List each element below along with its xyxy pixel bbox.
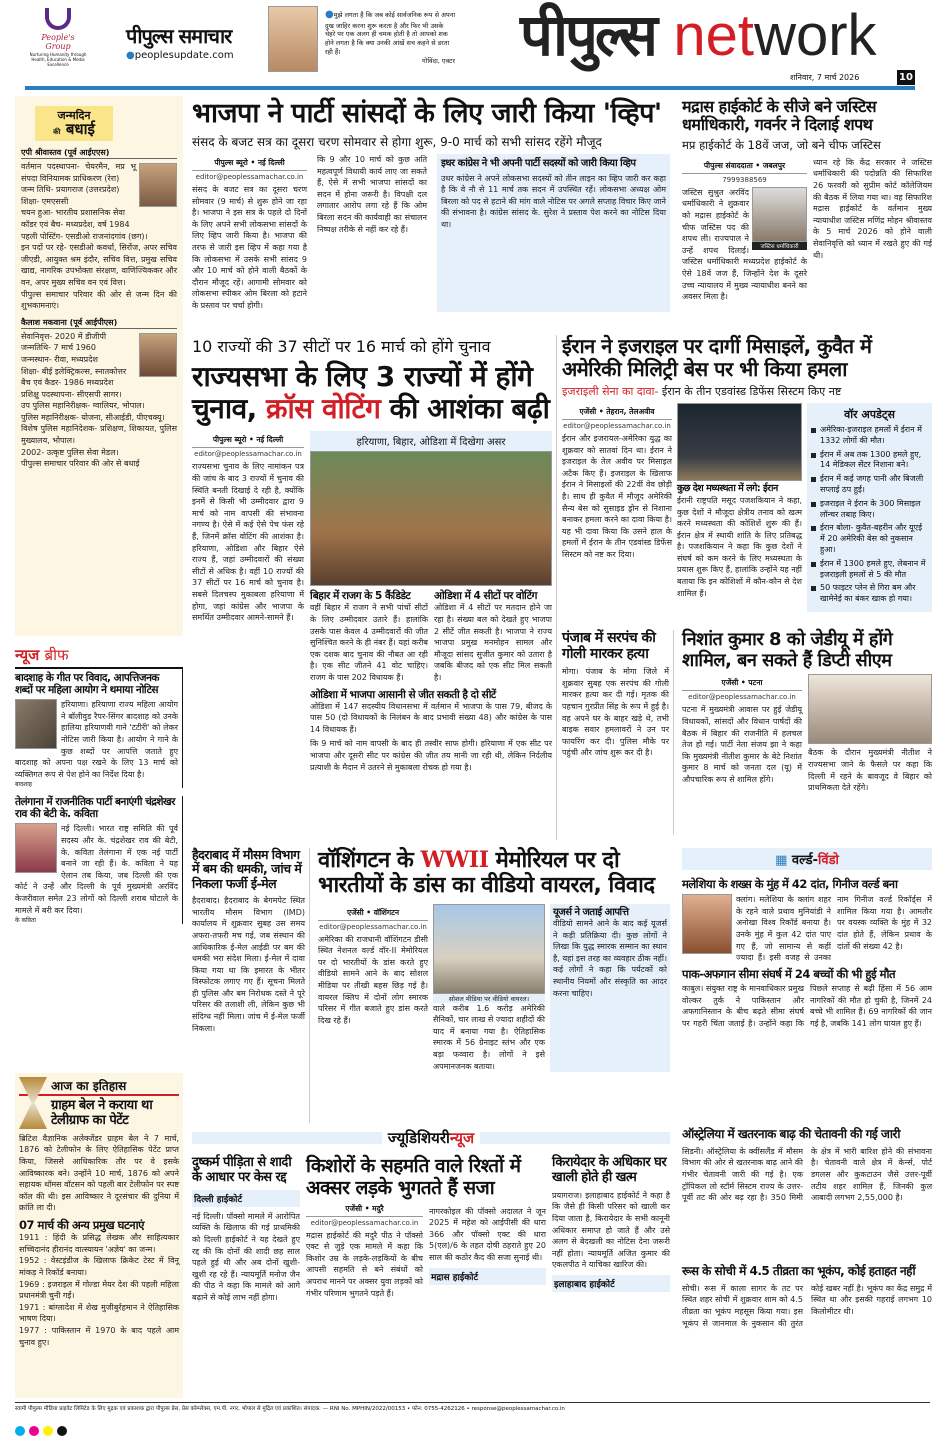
history-body: ब्रिटिश वैज्ञानिक अलेक्जेंडर ग्राहम बेल ने 7 मार्च, 1876 को टेलीफोन के लिए ऐतिहासिक पेटेंट प्राप्त किया, जिससे आधिकारिक तौर पर वे इसके आविष्कारक बने। उन्होंने 10 मार्च, 1876 को अपने सहायक थॉमस वॉटसन को पहली बार टेलीफोन पर स्पष्ट कॉल की थी। इस आविष्कार ने दूरसंचार की दुनिया में क्रांति ला दी। <box>19 1133 179 1213</box>
punjab-headline: पंजाब में सरपंच की गोली मारकर हत्या <box>562 630 656 663</box>
madras-byline: पीपुल्स संवाददाता • जबलपुर <box>682 161 807 174</box>
quote-author-photo <box>268 6 318 72</box>
hyderabad-headline: हैदराबाद में मौसम विभाग में बम की धमकी, जांच में निकला फर्जी ई-मेल <box>192 847 302 891</box>
history-headline: ग्राहम बेल ने कराया था टेलीग्राफ का पेटेंट <box>51 1098 153 1128</box>
judiciary-c-body: प्रयागराज। इलाहाबाद हाईकोर्ट ने कहा है कि जैसे ही किसी परिसर को खाली कर दिया जाता है, किरायेदार के सभी कानूनी अधिकार समाप्त हो जाते हैं और उसे अलग से बेदखली का नोटिस देना जरूरी नहीं होता। न्यायमूर्ति अजित कुमार की एकलपीठ ने याचिका खारिज की। <box>552 1190 670 1270</box>
website-link[interactable] <box>126 50 234 61</box>
world-pak-body: काबुल। संयुक्त राष्ट्र के मानवाधिकार प्रमुख वोल्कर तुर्क ने पाकिस्तान और अफगानिस्तान के बीच बढ़ते सीमा संघर्ष पर गहरी चिंता जताई है। उन्होंने कहा कि पिछले सप्ताह से बढ़ी हिंसा में 56 आम नागरिकों की मौत हो चुकी है, जिनमें 24 बच्चे भी शामिल हैं। 69 नागरिकों की जान गई है, जबकि 141 लोग घायल हुए हैं। <box>682 984 932 1028</box>
masthead-website: peoplesupdate.com <box>134 50 234 61</box>
iran-byline: एजेंसी • तेहरान, तेलअवीव <box>562 407 672 420</box>
hyderabad-story[interactable] <box>192 848 310 1123</box>
judiciary-a-head: दुष्कर्म पीड़िता से शादी के आधार पर केस रद्द <box>192 1155 292 1185</box>
nishant-byline: एजेंसी • पटना <box>682 678 802 691</box>
brief-items-0-caption: बादशाह <box>15 781 32 789</box>
layout-block <box>192 431 552 773</box>
bjp-box-title: इधर कांग्रेस ने भी अपनी पार्टी सदस्यों को जारी किया व्हिप <box>441 158 636 170</box>
birthday-title-top: जन्मदिन <box>57 109 91 122</box>
layout-block <box>43 1426 53 1436</box>
layout-block <box>306 1200 546 1300</box>
rajyasabha-headline-red: क्रॉस वोटिंग <box>266 392 381 426</box>
bjp-sub: संसद के बजट सत्र का दूसरा चरण सोमवार से होगा शुरू, 9-0 मार्च को सभी सांसद रहेंगे मौजूद <box>192 135 602 150</box>
judiciary-a-body: नई दिल्ली। पॉक्सो मामले में आरोपित व्यक्ति के खिलाफ की गई प्राथमिकी को दिल्ली हाईकोर्ट ने यह देखते हुए रद्द की कि दोनों की शादी छह साल पहले हुई थी और अब दोनों खुशी-खुशी रह रहे हैं। न्यायमूर्ति मनोज जैन की पीठ ने कहा कि मामले को आगे बढ़ाने से कोई लाभ नहीं होगा। <box>192 1211 300 1303</box>
washington-byline: एजेंसी • वॉशिंगटन <box>318 908 428 921</box>
layout-block <box>15 645 183 665</box>
brief-items-0-body: हरियाणा। हरियाणा राज्य महिला आयोग ने बॉलीवुड रैपर-सिंगर बादशाह को उनके हालिया हरियाणवी गाने 'टटीरी' को लेकर नोटिस जारी किया है। आयोग ने गाने के कुछ शब्दों पर आपत्ति जताते हुए बादशाह को अपना पक्ष रखने के लिए 13 मार्च को व्यक्तिगत रूप से पेश होने का निर्देश दिया है। <box>15 700 178 779</box>
list-item: 1952 : वेस्टइंडीज के खिलाफ क्रिकेट टेस्ट में विनू मांकड़ ने रिकॉर्ड बनाया। <box>19 1256 179 1278</box>
brief-item[interactable] <box>15 667 183 788</box>
malaysia-story[interactable] <box>682 878 932 964</box>
madras-phone: 7999388569 <box>722 175 767 184</box>
layout-block <box>192 1156 670 1304</box>
layout-block <box>310 590 552 683</box>
list-item: जन्म तिथि- प्रयागराज (उत्तरप्रदेश) <box>21 185 120 195</box>
brief-photo-kavitha <box>15 823 57 873</box>
list-item: कॉडर एवं बैच- मध्यप्रदेश, वर्ष 1984 <box>21 219 130 229</box>
washington-body: अमेरिका की राजधानी वॉशिंगटन डीसी स्थित नेशनल वर्ल्ड वॉर-II मेमोरियल पर दो भारतीयों के डांस करते हुए वीडियो सामने आने के बाद सोशल मीडिया पर तीखी बहस छिड़ गई है। वायरल क्लिप में दोनों लोग स्मारक परिसर में गीत बजाते हुए डांस करते दिख रहे हैं। <box>318 934 428 1025</box>
judiciary-title-b: न्यूज <box>449 1129 475 1147</box>
list-item: जन्मतिथि- 7 मार्च 1960 <box>21 343 96 353</box>
world-title-a: वर्ल्ड- <box>791 853 818 868</box>
justice-photo <box>752 187 807 242</box>
rajyasabha-body: राज्यसभा चुनाव के लिए नामांकन पत्र की जांच के बाद 3 राज्यों में चुनाव की स्थिति बनती दिखाई दे रही है, क्योंकि इनमें से किसी भी उम्मीदवार द्वारा 9 मार्च को नाम वापसी की संभावना नगण्य है। ऐसे में कई ऐसे पेच फंस रहे हैं, जिनमें क्रॉस वोटिंग की आशंका है। हरियाणा, ओडिशा और बिहार ऐसे राज्य हैं, जहां उम्मीदवारों की संख्या सीटों से अधिक है। वहीं 10 राज्यों की 37 सीटों पर 16 मार्च को चुनाव है। सबसे दिलचस्प मुकाबला हरियाणा में होगा, जहां कांग्रेस और भाजपा के समर्थित उम्मीदवार आमने-सामने हैं। <box>192 462 304 623</box>
list-item: सेवानिवृत्त- 2020 में डीजीपी <box>21 331 107 341</box>
washington-headline-red: WWII <box>420 847 489 873</box>
washington-story[interactable] <box>318 848 670 1123</box>
nitish-nishant-photo <box>808 674 932 744</box>
australia-body: सिडनी। ऑस्ट्रेलिया के क्वींसलैंड में मौसम विभाग की ओर से खतरनाक बाढ़ आने की गंभीर चेतावनी जारी की गई है। एक ट्रॉपिकल लो स्टॉर्म सिस्टम राज्य के उत्तर-पूर्वी तट की ओर बढ़ रहा है। 350 मिमी के क्षेत्र में भारी बारिश होने की संभावना है। चेतावनी वाले क्षेत्र में केर्न्स, पोर्ट डगलस और कुकटाउन जैसे उत्तर-पूर्वी तटीय शहर शामिल हैं, जिनकी कुल आबादी लगभग 2,55,000 है। <box>682 1146 932 1203</box>
layout-block <box>310 590 428 683</box>
rajyasabha-odisha-head: ओडिशा में 4 सीटों पर वोटिंग <box>434 590 537 603</box>
washington-box-body: वीडियो सामने आने के बाद कई यूजर्स ने कड़ी प्रतिक्रिया दी। कुछ लोगों ने लिखा कि युद्ध स्मारक सम्मान का स्थान है, यहां इस तरह का व्यवहार ठीक नहीं। कई लोगों ने कहा कि पर्यटकों को स्थानीय नियमों और संस्कृति का आदर करना चाहिए। <box>553 919 667 998</box>
world-title-b: विंडो <box>818 853 839 868</box>
rajyasabha-email: editor@peoplessamachar.co.in <box>194 450 302 459</box>
brief-items-1-caption: के कविता <box>15 917 36 925</box>
list-item: चयन हुआ- भारतीय प्रशासनिक सेवा <box>21 208 125 218</box>
rajyasabha-body2: कि 9 मार्च को नाम वापसी के बाद ही तस्वीर साफ होगी। हरियाणा में एक सीट पर भाजपा और दूसरी सीट पर कांग्रेस की जीत तय मानी जा रही थी, लेकिन निर्दलीय प्रत्याशी के मैदान में उतरने से मुकाबला रोचक हो गया है। <box>310 739 552 772</box>
rajyasabha-odisha-body: ओडिशा में 4 सीटों पर मतदान होने जा रहा है। संख्या बल को देखते हुए भाजपा 2 सीटें जीत सकती है। भाजपा ने राज्य भाजपा प्रमुख मनमोहन सामल और मौजूदा सांसद सुजीत कुमार को उतारा है जबकि बीजद को एक सीट मिल सकती है। <box>434 603 552 682</box>
brief-items-1-headline: तेलंगाना में राजनीतिक पार्टी बनाएंगी चंद्रशेखर राव की बेटी के. कविता <box>15 796 175 821</box>
list-item: 1971 : बांग्लादेश में शेख मुजीबुर्रहमान ने ऐतिहासिक भाषण दिया। <box>19 1302 179 1324</box>
rajyasabha-byline: पीपुल्स ब्यूरो • नई दिल्ली <box>192 435 304 448</box>
madras-caption: जस्टिस धर्माधिकारी <box>752 242 807 250</box>
layout-block <box>562 403 672 612</box>
layout-block <box>192 154 307 312</box>
list-item: ईरान में 1300 हमले हुए, लेबनान में इजराइली हमलों से 5 की मौत <box>811 559 928 581</box>
world-pak-head: पाक-अफगान सीमा संघर्ष में 24 बच्चों की भी हुई मौत <box>682 966 896 981</box>
brief-item[interactable] <box>15 796 183 924</box>
brief-photo-badshah <box>15 699 57 749</box>
rajyasabha-headline-a: राज्यसभा के लिए 3 राज्यों में होंगे चुनाव, <box>192 360 533 426</box>
nishant-story[interactable] <box>682 630 932 835</box>
brief-items-0-headline: बादशाह के गीत पर विवाद, आपत्तिजनक शब्दों पर महिला आयोग ने थमाया नोटिस <box>15 672 159 697</box>
list-item: इन पदों पर रहे- एसडीओ कवर्धा, सिरोंज, अपर सचिव जीएडी, आयुक्त श्रम इंदौर, सचिव वित्त, प्रमुख सचिव खाद्य, नागरिक उपभोक्ता संरक्षण, वाणिज्यिककर और वन, अपर मुख्य सचिव वन एवं वित्त। <box>21 243 177 287</box>
world-malaysia-head: मलेशिया के शख्स के मुंह में 42 दांत, गिनीज वर्ल्ड बना <box>682 877 898 891</box>
imprint-footer <box>15 1402 930 1440</box>
nishant-body: पटना में मुख्यमंत्री आवास पर हुई जेडीयू विधायकों, सांसदों और विधान पार्षदों की बैठक में बिहार की राजनीति में हलचल तेज हो गई। पार्टी नेता संजय झा ने कहा कि मुख्यमंत्री नीतीश कुमार के बेटे निशांत कुमार 8 मार्च को जनता दल (यू) में औपचारिक रूप से शामिल होंगे। <box>682 705 802 784</box>
birthday-title-main: बधाई <box>65 120 95 138</box>
birthday-title <box>35 106 113 141</box>
teeth-man-photo <box>682 894 732 954</box>
layout-block <box>562 384 932 399</box>
layout-block <box>192 1128 670 1148</box>
layout-block <box>752 187 807 250</box>
masthead-quote: मुझे लगता है कि जब कोई सार्वजनिक रूप से अपना दुख जाहिर करना शुरू करता है और फिर भी उसके चेहरे पर एक अलग ही चमक होती है तो आपको शक होने लगता है कि क्या उनकी आंखें सच कहने से डरता रही हैं। <box>325 11 455 56</box>
bjp-body: संसद के बजट सत्र का दूसरा चरण सोमवार (9 मार्च) से शुरू होने जा रहा है। भाजपा ने इस सत्र के पहले दो दिनों के लिए अपने सभी लोकसभा सांसदों के लिए व्हिप जारी किया है। भाजपा की तरफ से जारी इस व्हिप में कहा गया है कि लोकसभा में उसके सभी सांसद 9 और 10 मार्च को होने वाली बैठकों के दौरान मौजूद रहें। आगामी सोमवार को लोकसभा स्पीकर ओम बिरला को हटाने के प्रस्ताव पर चर्चा होगी। <box>192 185 307 310</box>
quote-icon: ● <box>325 9 334 20</box>
rajyasabha-odisha2-head: ओडिशा में भाजपा आसानी से जीत सकती है दो सीटें <box>310 688 496 701</box>
history-title: आज का इतिहास <box>19 1077 179 1096</box>
birthday-person-2-photo <box>139 333 177 377</box>
iran-updates-title: वॉर अपडेट्स <box>844 408 895 421</box>
missile-night-photo <box>677 403 802 481</box>
history-events <box>19 1232 179 1348</box>
brief-items-1-body: नई दिल्ली। भारत राष्ट्र समिति की पूर्व सदस्य और के. चंद्रशेखर राव की बेटी, के. कविता तेलंगाना में एक नई पार्टी बनाने जा रही हैं। के. कविता ने यह ऐलान तब किया, जब दिल्ली की एक कोर्ट ने उन्हें और दिल्ली के पूर्व मुख्यमंत्री अरविंद केजरीवाल समेत 23 लोगों को दिल्ली शराब घोटाले के मामले में बरी कर दिया। <box>15 824 178 915</box>
bjp-whip-story[interactable] <box>192 98 670 326</box>
bjp-email: editor@peoplessamachar.co.in <box>195 173 304 182</box>
washington-headline-b: मेमोरियल पर दो भारतीयों के डांस का वीडियो वायरल, विवाद <box>318 848 655 899</box>
madras-body2: ध्यान रहे कि केंद्र सरकार ने जस्टिस धर्माधिकारी की पदोन्नति की सिफारिश 26 फरवरी को सुप्रीम कोर्ट कॉलेजियम की बैठक में लिया गया था। वह सिफारिश मद्रास हाईकोर्ट के वर्तमान मुख्य न्यायाधीश जस्टिस मणिंद्र मोहन श्रीवास्तव के 5 मार्च 2026 को होने वाली सेवानिवृत्ति को ध्यान में रखते हुए की गई थी। <box>813 157 932 260</box>
layout-block <box>388 1128 474 1148</box>
layout-block <box>682 157 932 303</box>
layout-block <box>29 1426 39 1436</box>
layout-block <box>306 1200 423 1300</box>
masthead-brand-net: net <box>673 3 755 68</box>
judiciary-story-allahabad[interactable] <box>552 1156 670 1304</box>
iran-sub: ईरान के तीन एडवांस्ड डिफेंस सिस्टम किए नष्ट <box>658 385 842 398</box>
brand-title <box>520 0 877 71</box>
layout-block <box>811 425 928 605</box>
layout-block <box>192 154 670 312</box>
rajyasabha-bihar-head: बिहार में राजग के 5 कैंडिडेट <box>310 590 411 603</box>
layout-block <box>318 904 428 1073</box>
layout-block <box>429 1200 546 1300</box>
masthead-quote-author: गोविंदा, एक्टर <box>422 56 455 65</box>
judiciary-c-head: किरायेदार के अधिकार घर खाली होते ही खत्म <box>552 1155 667 1185</box>
list-item: ईरान में कई जगह पानी और बिजली सप्लाई ठप हुई। <box>811 474 928 496</box>
judiciary-story-madras[interactable] <box>306 1156 546 1304</box>
russia-body: सोची। रूस में काला सागर के तट पर स्थित शहर सोची में शुक्रवार शाम को 4.5 तीव्रता का भूकंप महसूस किया गया। इस भूकंप से जानमाल के नुकसान की तुरंत कोई खबर नहीं है। भूकंप का केंद्र समुद्र में स्थित था और इसकी गहराई लगभग 10 किलोमीटर थी। <box>682 1283 932 1328</box>
iran-sub-red: इजराइली सेना का दावा- <box>562 385 659 398</box>
registration-marks <box>15 1421 930 1440</box>
masthead-rule <box>25 86 915 90</box>
bjp-byline: पीपुल्स ब्यूरो • नई दिल्ली <box>192 158 307 171</box>
parliament-photo <box>310 451 552 586</box>
iran-email: editor@peoplessamachar.co.in <box>563 422 671 430</box>
rajyasabha-photo-caption: हरियाणा, बिहार, ओडिशा में दिखेगा असर <box>310 431 552 451</box>
layout-block <box>192 361 552 425</box>
masthead-brand-hindi: पीपुल्स <box>520 1 655 69</box>
layout-block: ● <box>126 50 135 61</box>
layout-block <box>480 1132 670 1144</box>
list-item: शिक्षा- एमएससी <box>21 196 69 206</box>
list-item: पुलिस महानिरीक्षक- योजना, सीआईडी, पीएचक्यू। <box>21 412 165 422</box>
judiciary-b-body2: नागरकोइल की पॉक्सो अदालत ने जून 2025 में महेश को आईपीसी की धारा 366 और पॉक्सो एक्ट की धारा 5(एल)/6 के तहत दोषी ठहराते हुए 20 साल की कठोर कैद की सजा सुनाई थी। <box>429 1206 546 1263</box>
judiciary-b-tag: मद्रास हाईकोर्ट <box>429 1268 546 1285</box>
madras-headline: मद्रास हाईकोर्ट के सीजे बने जस्टिस धर्माधिकारी, गवर्नर ने दिलाई शपथ <box>682 97 877 135</box>
iran-side-head: कुछ देश मध्यस्थता में लगे: ईरान <box>677 483 778 494</box>
layout-block <box>57 1426 67 1436</box>
paper-logo: पीपुल्स समाचार <box>126 24 232 48</box>
list-item: इजराइल ने ईरान के 300 मिसाइल लॉन्चर तबाह किए। <box>811 499 928 521</box>
layout-block <box>808 674 932 793</box>
hyderabad-body: हैदराबाद। हैदराबाद के बेगमपेट स्थित भारतीय मौसम विभाग (IMD) कार्यालय में शुक्रवार सुबह उस समय अफरा-तफरी मच गई, जब संस्थान की आधिकारिक ई-मेल आईडी पर बम की धमकी भरा संदेश मिला। ई-मेल में दावा किया गया था कि इमारत के भीतर विस्फोटक लगाए गए हैं। सूचना मिलते ही पुलिस और बम निरोधक दस्ते ने पूरे परिसर की तलाशी ली, लेकिन कुछ भी संदिग्ध नहीं मिला। जांच में ई-मेल फर्जी निकला। <box>192 896 305 1033</box>
history-box <box>15 1073 183 1398</box>
list-item: प्रशिक्षु पदस्थापना- सीएसपी सागर। <box>21 389 122 399</box>
history-others-title: 07 मार्च की अन्य प्रमुख घटनाएं <box>19 1218 144 1233</box>
masthead <box>0 0 945 92</box>
list-item: अमेरिका-इजराइल हमलों में ईरान में 1332 लोगों की मौत। <box>811 425 928 447</box>
peoples-group-logo <box>28 8 88 67</box>
list-item: ईरान बोला- कुवैत-बहरीन और यूएई में 20 अमेरिकी बेस को नुकसान हुआ। <box>811 523 928 555</box>
layout-block <box>434 590 552 683</box>
layout-block <box>45 8 71 30</box>
madras-hc-story[interactable] <box>682 98 932 326</box>
iran-side-body: ईरानी राष्ट्रपति मसूद पजशकियान ने कहा, कुछ देशों ने मौजूदा क्षेत्रीय तनाव को खत्म करने मध्यस्थता की कोशिशें शुरू की हैं। ईरान क्षेत्र में स्थायी शांति के लिए प्रतिबद्ध है। पजशकियान ने कहा कि कुछ देशों ने संघर्ष को कम करने के लिए मध्यस्थता के प्रयास शुरू किए हैं, हालांकि उन्होंने यह नहीं बताया कि इन कोशिशों में कौन-कौन से देश शामिल हैं। <box>677 495 802 598</box>
nishant-caption: बैठक के दौरान मुख्यमंत्री नीतीश ने राज्यसभा जाने के फैसले पर कहा कि दिल्ली में रहने के बावजूद वे बिहार को प्राथमिकता देते रहेंगे। <box>808 748 932 793</box>
birthday-box <box>15 96 183 636</box>
nishant-email: editor@peoplessamachar.co.in <box>688 693 796 702</box>
list-item: 2002- उत्कृष्ट पुलिस सेवा मेडल। <box>21 447 119 457</box>
nishant-headline: निशांत कुमार 8 को जेडीयू में होंगे शामिल, बन सकते हैं डिप्टी सीएम <box>682 629 893 671</box>
judiciary-title-a: ज्यूडिशियरी <box>387 1129 450 1147</box>
russia-headline: रूस के सोची में 4.5 तीव्रता का भूकंप, कोई हताहत नहीं <box>682 1264 916 1278</box>
punjab-body: मोगा। पंजाब के मोगा जिले में शुक्रवार सुबह एक सरपंच की गोली मारकर हत्या कर दी गई। मृतक की पहचान गुरप्रीत सिंह के रूप में हुई है। वह अपने घर के बाहर खड़े थे, तभी बाइक सवार हमलावरों ने उन पर फायरिंग कर दी। पुलिस मौके पर पहुंची और जांच शुरू कर दी है। <box>562 667 669 758</box>
bjp-box-body: उधर कांग्रेस ने अपने लोकसभा सदस्यों को तीन लाइन का व्हिप जारी कर कहा है कि वे नौ से 11 मार्च तक सदन में उपस्थित रहें। लोकसभा अध्यक्ष ओम बिरला को पद से हटाने की मांग वाले नोटिस पर अगले सप्ताह विचार किए जाने की संभावना है। कांग्रेस सांसद के. सुरेश ने प्रस्ताव पेश करने का नोटिस दिया था। <box>441 173 666 229</box>
memorial-dance-photo <box>433 904 545 994</box>
list-item: 1911 : हिंदी के प्रसिद्ध लेखक और साहित्यकार सच्चिदानंद हीरानंद वात्स्यायन 'अज्ञेय' का जन्म। <box>19 1233 179 1254</box>
rajyasabha-kicker: 10 राज्यों की 37 सीटों पर 16 मार्च को होंगे चुनाव <box>192 337 491 356</box>
judiciary-a-tag: दिल्ली हाईकोर्ट <box>192 1190 300 1207</box>
page-number: 10 <box>897 70 915 85</box>
rajyasabha-bihar-body: वहीं बिहार में राजग ने सभी पांचों सीटों के लिए उम्मीदवार उतारे हैं। हालांकि उसके पास केवल 4 उम्मीदवारों की जीत सुनिश्चित करने के ही नंबर हैं। यहां करीब एक दशक बाद चुनाव की नौबत आ रही है। एक सीट जीतने 41 वोट चाहिए। राजग के पास 202 विधायक हैं। <box>310 603 428 682</box>
bjp-headline: भाजपा ने पार्टी सांसदों के लिए जारी किया 'व्हिप' <box>192 98 662 129</box>
judiciary-b-email: editor@peoplessamachar.co.in <box>310 1218 419 1227</box>
masthead-brand-work: work <box>754 3 877 68</box>
judiciary-b-body: मद्रास हाईकोर्ट की मदुरै पीठ ने पॉक्सो एक्ट से जुड़े एक मामले में कहा कि किशोर उम्र के लड़के-लड़कियों के बीच आपसी सहमति से बने संबंधों को अपराध मानने पर अक्सर युवा लड़कों को गंभीर परिणाम भुगतने पड़ते हैं। <box>306 1230 423 1298</box>
list-item: शिक्षा- बीई इलेक्ट्रिकल्स, स्नातकोत्तर <box>21 366 127 376</box>
bjp-body2: कि 9 और 10 मार्च को कुछ अति महत्वपूर्ण विधायी कार्य लाए जा सकते हैं, ऐसे में सभी भाजपा सांसदों का सदन में होना जरूरी है। विपक्षी दल लगातार आरोप लगा रहे हैं कि ओम बिरला सदन की कार्यवाही का संचालन निष्पक्ष तरीके से नहीं कर रहे हैं। <box>317 155 427 234</box>
layout-block <box>682 674 932 793</box>
birthday-p2-name: कैलाश मकवाना (पूर्व आईपीएस) <box>21 317 177 329</box>
punjab-story[interactable] <box>562 630 674 835</box>
washington-headline-a: वॉशिंगटन के <box>318 848 421 873</box>
rajyasabha-headline-b: की आशंका बढ़ी <box>380 392 550 426</box>
layout-block <box>192 1132 382 1144</box>
congress-whip-box <box>437 154 670 312</box>
news-brief <box>15 645 183 1065</box>
washington-caption: सोशल मीडिया पर वीडियो वायरल। <box>433 994 545 1003</box>
rajyasabha-story[interactable] <box>192 335 557 840</box>
australia-headline: ऑस्ट्रेलिया में खतरनाक बाढ़ की चेतावनी की गई जारी <box>682 1127 900 1141</box>
globe-icon: ▦ <box>775 853 788 868</box>
layout-block <box>682 157 807 303</box>
birthday-title-mid: की <box>53 128 61 136</box>
list-item: 1969 : इजराइल में गोल्डा मेयर देश की पहली महिला प्रधानमंत्री चुनी गईं। <box>19 1279 179 1301</box>
list-item: उप पुलिस महानिरीक्षक- ग्वालियर, भोपाल। <box>21 401 145 411</box>
washington-body2: वाले करीब 1.6 करोड़ अमेरिकी सैनिकों, चार लाख से ज्यादा शहीदों की याद में बनाया गया है। ऐतिहासिक स्मारक में 56 ग्रेनाइट स्तंभ और एक बड़ा फव्वारा है। लोगों ने इसे अपमानजनक बताया। <box>433 1003 545 1071</box>
list-item: पीपुल्स समाचार परिवार की ओर से बधाई <box>21 459 140 469</box>
footer-imprint: स्वामी पीपुल्स मीडिया प्राइवेट लिमिटेड के लिए मुद्रक एवं प्रकाशक द्वारा पीपुल्स प्रेस, प्रेस कॉम्प्लेक्स, एम.पी. नगर, भोपाल से मुद्रित एवं प्रकाशित। संपादक: — RNI No. MPHIN/2022/00153 • फोन: 0755-4262126 • response@peoplessamachar.co.in <box>15 1406 565 1412</box>
judiciary-b-head: किशोरों के सहमति वाले रिश्तों में अक्सर लड़के भुगतते हैं सजा <box>306 1155 521 1199</box>
birthday-person-1-photo <box>139 163 177 207</box>
layout-block <box>562 403 932 612</box>
list-item: ईरान में अब तक 1300 हमले हुए, 14 मेडिकल सेंटर निशाना बने। <box>811 450 928 472</box>
list-item: जन्मस्थान- रीवा, मध्यप्रदेश <box>21 354 98 364</box>
iran-body: ईरान और इजरायल-अमेरिका युद्ध का शुक्रवार को सातवां दिन था। ईरान ने इजराइल के तेल अवीव पर मिसाइल अटैक किए हैं। इजराइल के खिलाफ ईरान ने मिसाइलों की 22वीं वेव छोड़ी है। साथ ही कुवैत में मौजूद अमेरिकी सैन्य बेस को सुसाइड ड्रोन से निशाना बनाकर हमला करने का दावा किया है। यह भी दावा किया कि उसने हाल के हमलों में ईरान के तीन एडवांस्ड डिफेंस सिस्टम को नष्ट कर दिया। <box>562 434 672 559</box>
layout-block <box>310 431 552 773</box>
world-malaysia-body: क्लांग। मलेशिया के क्लांग शहर के रहने वाले प्रथाव मुनियांडी ने अनोखा विश्व रिकॉर्ड बनाया है। उनके मुंह में कुल 42 दांत पाए गए हैं, जो सामान्य से कहीं ज्यादा हैं। इसी वजह से उनका नाम गिनीज वर्ल्ड रिकॉर्ड्स में शामिल किया गया है। आमतौर पर वयस्क व्यक्ति के मुंह में 32 दांत होते हैं, लेकिन प्रथाव के दांतों की संख्या 42 है। <box>736 895 932 963</box>
list-item: बैच एवं कैडर- 1986 मध्यप्रदेश <box>21 378 114 388</box>
pak-afghan-story[interactable] <box>682 968 932 1030</box>
iran-headline: ईरान ने इजराइल पर दागीं मिसाइलें, कुवैत में अमेरिकी मिलिट्री बेस पर भी किया हमला <box>562 334 872 381</box>
list-item: पहली पोस्टिंग- एसडीओ राजनांदगांव (छग)। <box>21 231 148 241</box>
layout-block <box>433 904 545 1073</box>
list-item: 1977 : पाकिस्तान में 1970 के बाद पहले आम चुनाव हुए। <box>19 1326 179 1347</box>
layout-block <box>318 848 670 899</box>
world-window <box>682 848 932 1123</box>
iran-story[interactable] <box>562 335 932 625</box>
layout-block <box>682 674 802 793</box>
layout-block <box>550 904 670 1073</box>
judiciary-news <box>192 1128 670 1398</box>
list-item: विशेष पुलिस महानिदेशक- प्रशिक्षण, शिकायत, पुलिस मुख्यालय, भोपाल। <box>21 424 177 446</box>
list-item: 50 फाइटर प्लेन से गिरा बम और खामेनेई का बंकर खाक हो गया। <box>811 583 928 605</box>
issue-date: शनिवार, 7 मार्च 2026 <box>790 73 860 82</box>
rajyasabha-odisha2-body: ओडिशा में 147 सदस्यीय विधानसभा में वर्तमान में भाजपा के पास 79, बीजद के पास 50 (दो विधायकों के निलंबन के बाद प्रभावी संख्या 48) और कांग्रेस के पास 14 विधायक हैं। <box>310 701 552 734</box>
list-item: पीपुल्स समाचार परिवार की ओर से जन्म दिन की शुभकामनाएं। <box>21 289 177 311</box>
madras-body: जस्टिस सुश्रुत अरविंद धर्माधिकारी ने शुक्रवार को मद्रास हाईकोर्ट के चीफ जस्टिस पद की शपथ ली। राज्यपाल ने उन्हें शपथ दिलाई। जस्टिस धर्माधिकारी मध्यप्रदेश हाईकोर्ट के ऐसे 18वें जज हैं, जिन्होंने देश के दूसरे उच्च न्यायालय में मुख्य न्यायाधीश बनने का अवसर मिला है। <box>682 187 807 302</box>
masthead-group-name: People's Group <box>41 33 75 51</box>
layout-block <box>318 904 670 1073</box>
judiciary-b-byline: एजेंसी • मदुरै <box>306 1204 423 1217</box>
judiciary-c-tag: इलाहाबाद हाईकोर्ट <box>552 1275 670 1292</box>
madras-sub: मप्र हाईकोर्ट के 18वें जज, जो बने चीफ जस्टिस <box>682 137 881 152</box>
washington-box-head: यूजर्स ने जताई आपत्ति <box>553 906 629 918</box>
layout-block <box>15 1426 25 1436</box>
australia-story[interactable] <box>682 1128 932 1258</box>
world-window-header <box>682 848 932 870</box>
war-updates-box <box>807 403 932 612</box>
russia-story[interactable] <box>682 1265 932 1395</box>
washington-email: editor@peoplessamachar.co.in <box>319 922 427 931</box>
layout-block <box>192 431 304 773</box>
list-item: वर्तमान पदस्थापना- चेयरमैन, मप्र भू संपदा विनियामक प्राधिकरण (रेरा) <box>21 162 136 183</box>
birthday-p1-name: एपी श्रीवास्तव (पूर्व आईएएस) <box>21 147 177 159</box>
masthead-group-tagline: Nurturing Humanity through Health, Education & Media Excellence <box>29 52 87 67</box>
quote-of-day <box>325 8 455 65</box>
judiciary-story-delhi[interactable] <box>192 1156 300 1304</box>
layout-block <box>677 403 802 612</box>
brief-title-b: ब्रीफ <box>44 646 69 664</box>
brief-title-a: न्यूज <box>15 646 40 664</box>
